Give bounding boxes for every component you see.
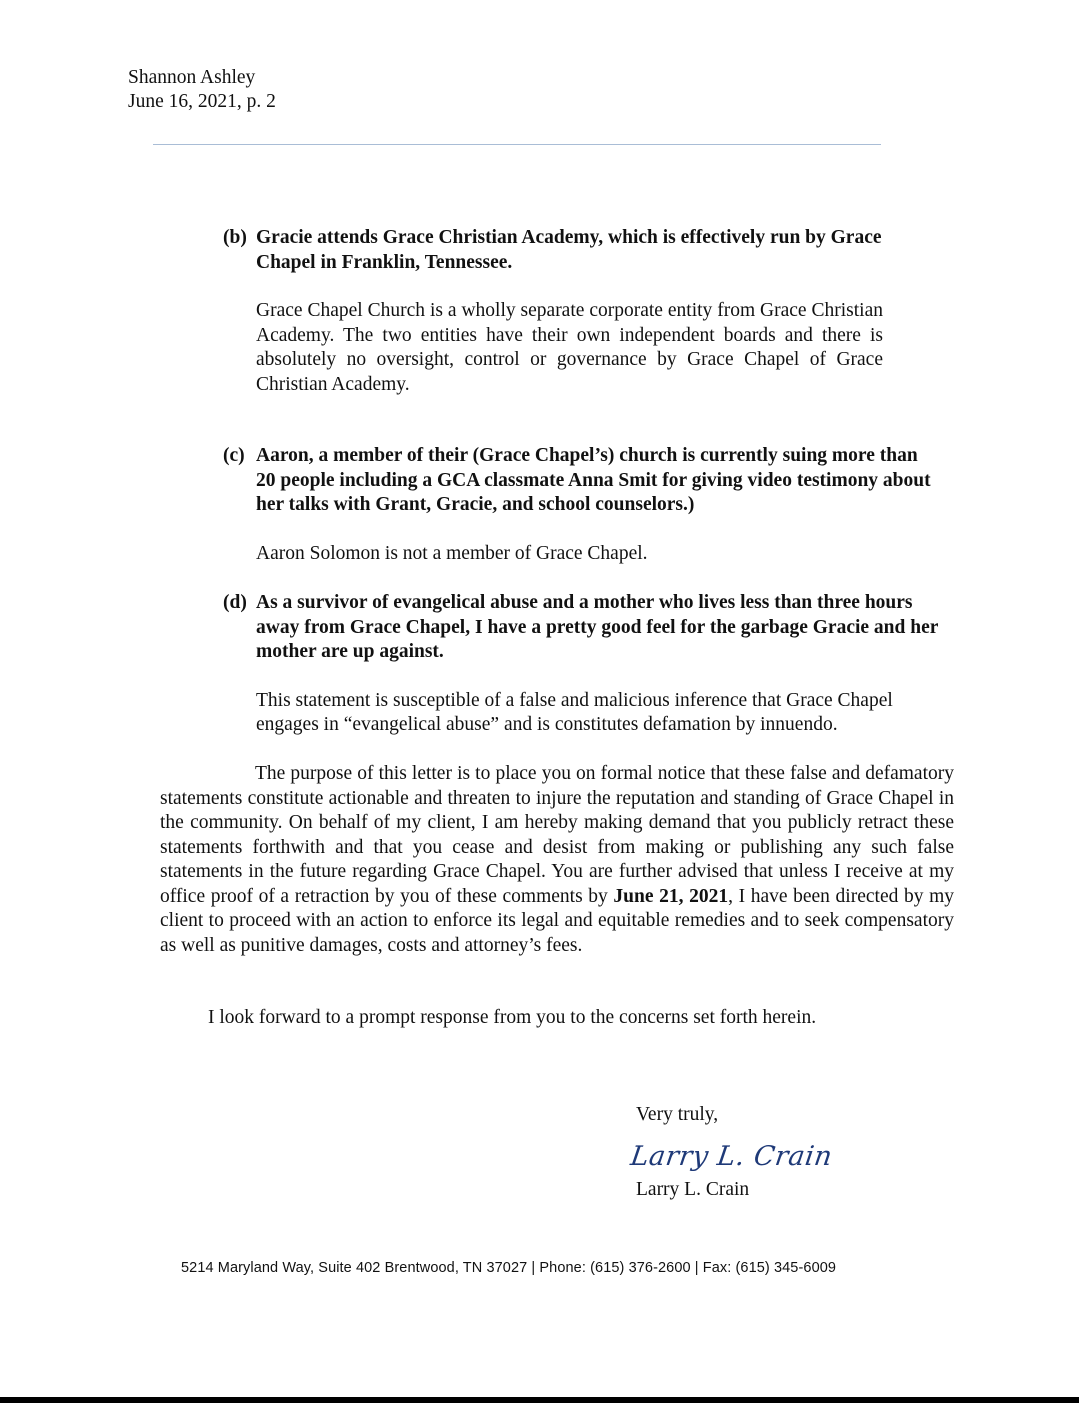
handwritten-signature bbox=[628, 1134, 835, 1174]
signer-name: Larry L. Crain bbox=[636, 1179, 750, 1200]
quoted-statement: As a survivor of evangelical abuse and a mother who lives less than three hours away from Grace Chapel, I have a pretty good feel for the garbage Gracie and her mother are up against. bbox=[256, 592, 939, 662]
demand-text-part2: , I have been directed by my client to proceed with an action to enforce its legal and equitable remedies and to seek compensatory as well as punitive damages, costs and attorney’s fees. bbox=[160, 885, 954, 956]
item-letter: (b) bbox=[223, 227, 247, 248]
statement-response: Aaron Solomon is not a member of Grace Chapel. bbox=[256, 542, 648, 564]
item-letter: (c) bbox=[223, 445, 245, 466]
statement-item-d bbox=[223, 591, 948, 738]
statement-heading bbox=[223, 226, 883, 275]
letterhead-footer: 5214 Maryland Way, Suite 402 Brentwood, TN 37027 | Phone: (615) 376-2600 | Fax: (615) 345-6009 bbox=[181, 1260, 837, 1276]
statement-heading bbox=[223, 444, 933, 518]
valediction: Very truly, bbox=[636, 1104, 719, 1125]
demand-text-part1: The purpose of this letter is to place you on formal notice that these false and defamatory statements constitute actionable and threaten to injure the reputation and standing of Grace Chapel in the community. On behalf of my client, I am hereby making demand that you publicly retract these statements forthwith and that you cease and desist from making or publishing any such false statements in the future regarding Grace Chapel. You are further advised that unless I receive at my office proof of a retraction by you of these comments by bbox=[160, 763, 954, 907]
signature-script: Larry L. Crain bbox=[628, 1141, 835, 1172]
closing-line: I look forward to a prompt response from you to the concerns set forth herein. bbox=[208, 1007, 817, 1028]
quoted-statement: Gracie attends Grace Christian Academy, which is effectively run by Grace Chapel in Franklin, Tennessee. bbox=[256, 227, 882, 273]
item-letter: (d) bbox=[223, 592, 247, 613]
demand-paragraph bbox=[160, 762, 954, 958]
statement-heading bbox=[223, 591, 948, 665]
statement-item-c bbox=[223, 444, 933, 566]
recipient-name: Shannon Ashley bbox=[128, 67, 256, 88]
header-divider bbox=[153, 144, 881, 145]
statement-item-b bbox=[223, 226, 883, 397]
date-page: June 16, 2021, p. 2 bbox=[128, 91, 276, 112]
deadline-date: June 21, 2021 bbox=[613, 885, 729, 907]
quoted-statement: Aaron, a member of their (Grace Chapel’s) church is currently suing more than 20 people including a GCA classmate Anna Smit for giving video testimony about her talks with Grant, Gracie, and school counselors.) bbox=[256, 445, 931, 515]
statement-response: This statement is susceptible of a false and malicious inference that Grace Chapel engages in “evangelical abuse” and is constitutes defamation by innuendo. bbox=[256, 689, 893, 735]
statement-response: Grace Chapel Church is a wholly separate corporate entity from Grace Christian Academy. The two entities have their own independent boards and there is absolutely no oversight, control or governance by Grace Chapel of Grace Christian Academy. bbox=[256, 300, 883, 395]
screen-bottom-bar bbox=[0, 1397, 1079, 1403]
letter-header bbox=[128, 66, 276, 114]
